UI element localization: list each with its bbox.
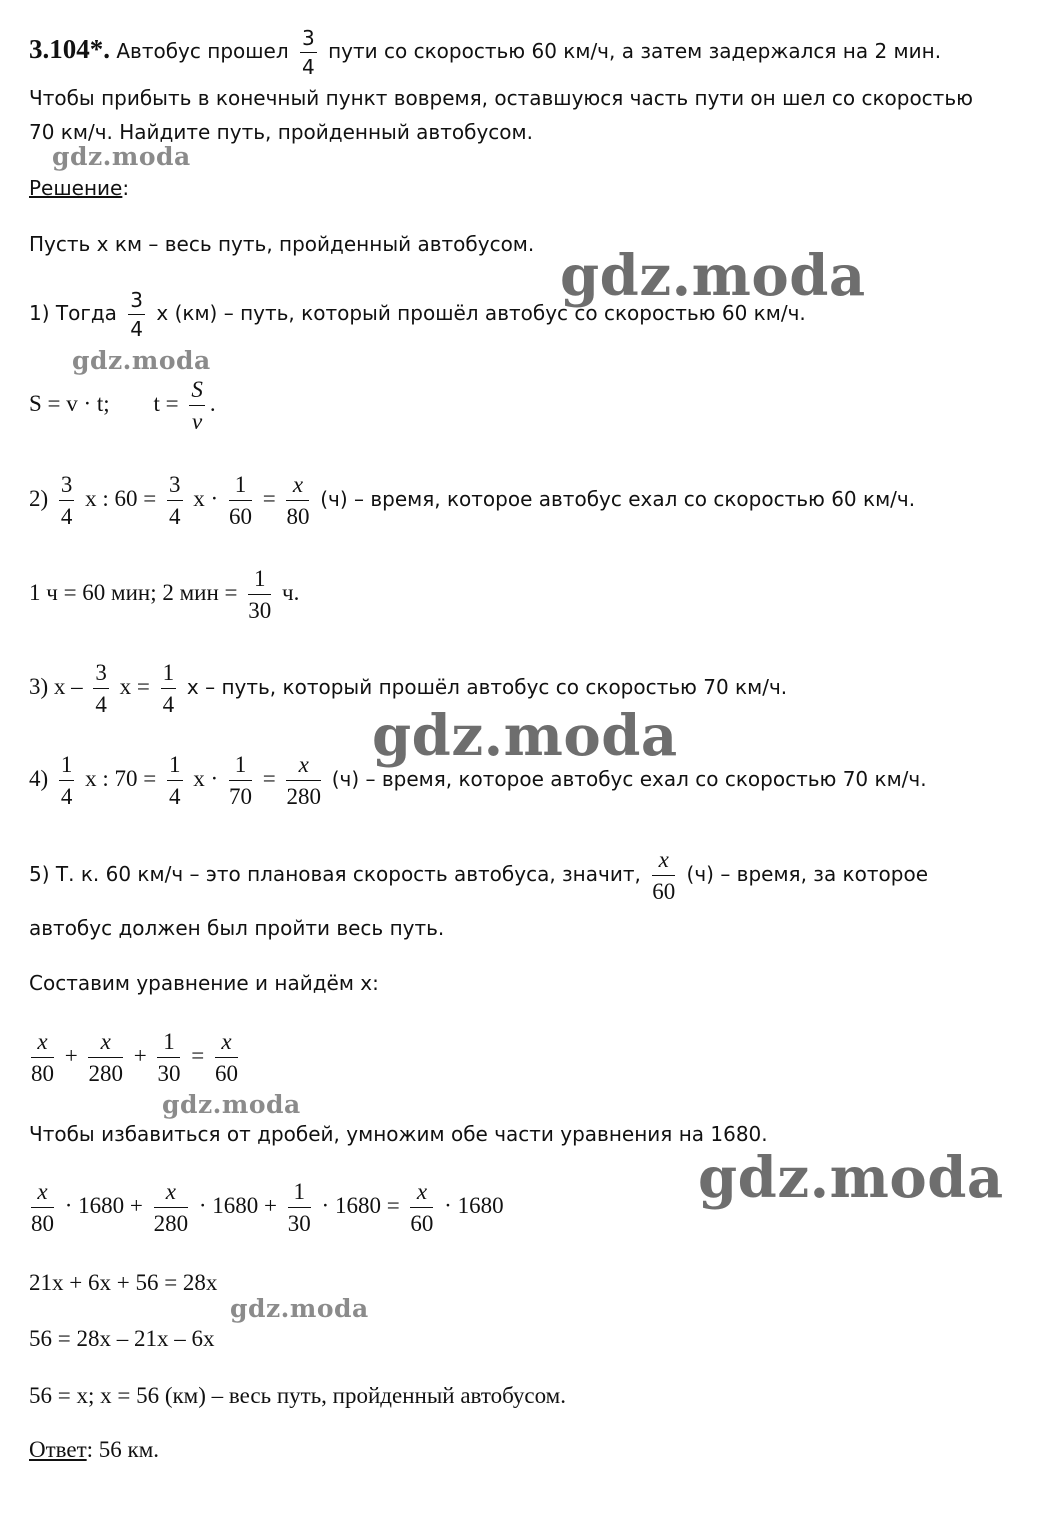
watermark: gdz.moda	[698, 1145, 1004, 1211]
line-b: 56 = 28x – 21x – 6x	[29, 1326, 215, 1351]
watermark: gdz.moda	[230, 1294, 369, 1323]
fraction-three-quarters: $\frac{3}{4}$	[302, 26, 315, 79]
problem-line-1	[29, 28, 941, 77]
problem-line-3: 70 км/ч. Найдите путь, пройденный автобусом.	[29, 120, 533, 144]
formula-line: S = v · t; t = $\frac{S}{v}$ .	[29, 377, 216, 434]
step-2: 2) $\frac{3}{4}$ x : 60 = $\frac{3}{4}$ x · $\frac{1}{60}$ = $\frac{x}{80}$ (ч) – время, которое автобус ехал со скоростью 60 км/ч.	[29, 472, 916, 529]
solution-title: Решение:	[29, 176, 130, 200]
problem-text-b: пути со скоростью 60 км/ч, а затем задержался на 2 мин.	[328, 39, 942, 63]
step-1: 1) Тогда $\frac{3}{4}$ x (км) – путь, который прошёл автобус со скоростью 60 км/ч.	[29, 288, 806, 341]
problem-number: 3.104*.	[29, 34, 110, 64]
let-statement: Пусть x км – весь путь, пройденный автобусом.	[29, 232, 535, 256]
watermark: gdz.moda	[560, 243, 866, 309]
conversion-line: 1 ч = 60 мин; 2 мин = $\frac{1}{30}$ ч.	[29, 566, 300, 623]
equation-1: $\frac{x}{80}$ + $\frac{x}{280}$ + $\frac{1}{30}$ = $\frac{x}{60}$	[31, 1029, 238, 1086]
problem-text-a: Автобус прошел	[116, 39, 289, 63]
step-4: 4) $\frac{1}{4}$ x : 70 = $\frac{1}{4}$ x · $\frac{1}{70}$ = $\frac{x}{280}$ (ч) – время, которое автобус ехал со скоростью 70 км/ч.	[29, 752, 927, 809]
answer-line: Ответ: 56 км.	[29, 1437, 160, 1462]
step-5-line-2: автобус должен был пройти весь путь.	[29, 916, 445, 940]
line-c: 56 = x; x = 56 (км) – весь путь, пройденный автобусом.	[29, 1383, 566, 1408]
step-5: 5) Т. к. 60 км/ч – это плановая скорость автобуса, значит, $\frac{x}{60}$ (ч) – время, за которое	[29, 847, 928, 904]
watermark: gdz.moda	[372, 703, 678, 769]
compose-equation: Составим уравнение и найдём x:	[29, 971, 379, 995]
watermark: gdz.moda	[162, 1090, 301, 1119]
multiply-note: Чтобы избавиться от дробей, умножим обе части уравнения на 1680.	[29, 1122, 768, 1146]
fraction: $\frac{3}{4}$	[130, 288, 144, 341]
equation-2: $\frac{x}{80}$ · 1680 + $\frac{x}{280}$ · 1680 + $\frac{1}{30}$ · 1680 = $\frac{x}{60}$ · 1680	[31, 1179, 504, 1236]
line-a: 21x + 6x + 56 = 28x	[29, 1270, 218, 1295]
problem-line-2: Чтобы прибыть в конечный пункт вовремя, оставшуюся часть пути он шел со скоростью	[29, 86, 973, 110]
watermark: gdz.moda	[72, 346, 211, 375]
watermark: gdz.moda	[52, 142, 191, 171]
step-3: 3) x – $\frac{3}{4}$ x = $\frac{1}{4}$ x – путь, который прошёл автобус со скоростью 70 км/ч.	[29, 660, 788, 717]
fraction: $\frac{S}{v}$	[191, 377, 203, 434]
